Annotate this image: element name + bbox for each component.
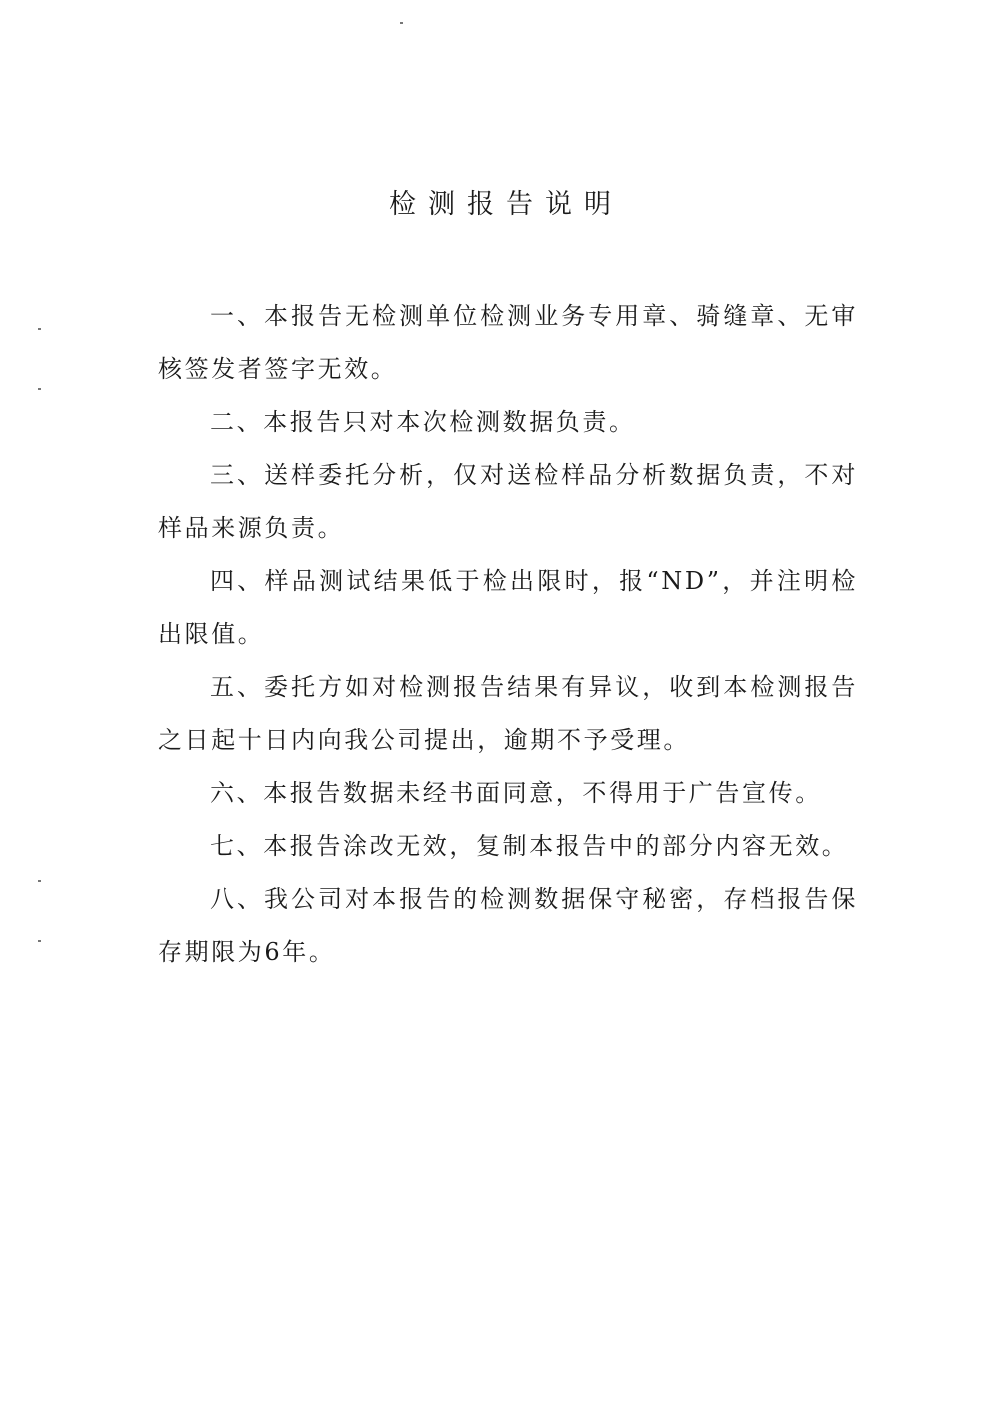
scan-speck [38,328,41,330]
scan-speck [400,22,403,24]
note-item-7: 七、本报告涂改无效，复制本报告中的部分内容无效。 [210,832,849,860]
note-item-2: 二、本报告只对本次检测数据负责。 [210,408,636,436]
note-item-4: 四、样品测试结果低于检出限时，报“ND”，并注明检出限值。 [158,567,858,648]
note-item-6: 六、本报告数据未经书面同意，不得用于广告宣传。 [210,779,822,807]
note-item-5: 五、委托方如对检测报告结果有异议，收到本检测报告之日起十日内向我公司提出，逾期不予受理。 [158,673,858,754]
note-item-3: 三、送样委托分析，仅对送检样品分析数据负责，不对样品来源负责。 [158,461,858,542]
note-item-1: 一、本报告无检测单位检测业务专用章、骑缝章、无审核签发者签字无效。 [158,302,858,383]
note-item-8: 八、我公司对本报告的检测数据保守秘密，存档报告保存期限为6年。 [158,885,858,966]
scan-speck [38,940,41,942]
scan-speck [38,388,41,390]
scan-speck [38,880,41,882]
notes-list [158,290,858,979]
page-title: 检测报告说明 [389,189,623,220]
